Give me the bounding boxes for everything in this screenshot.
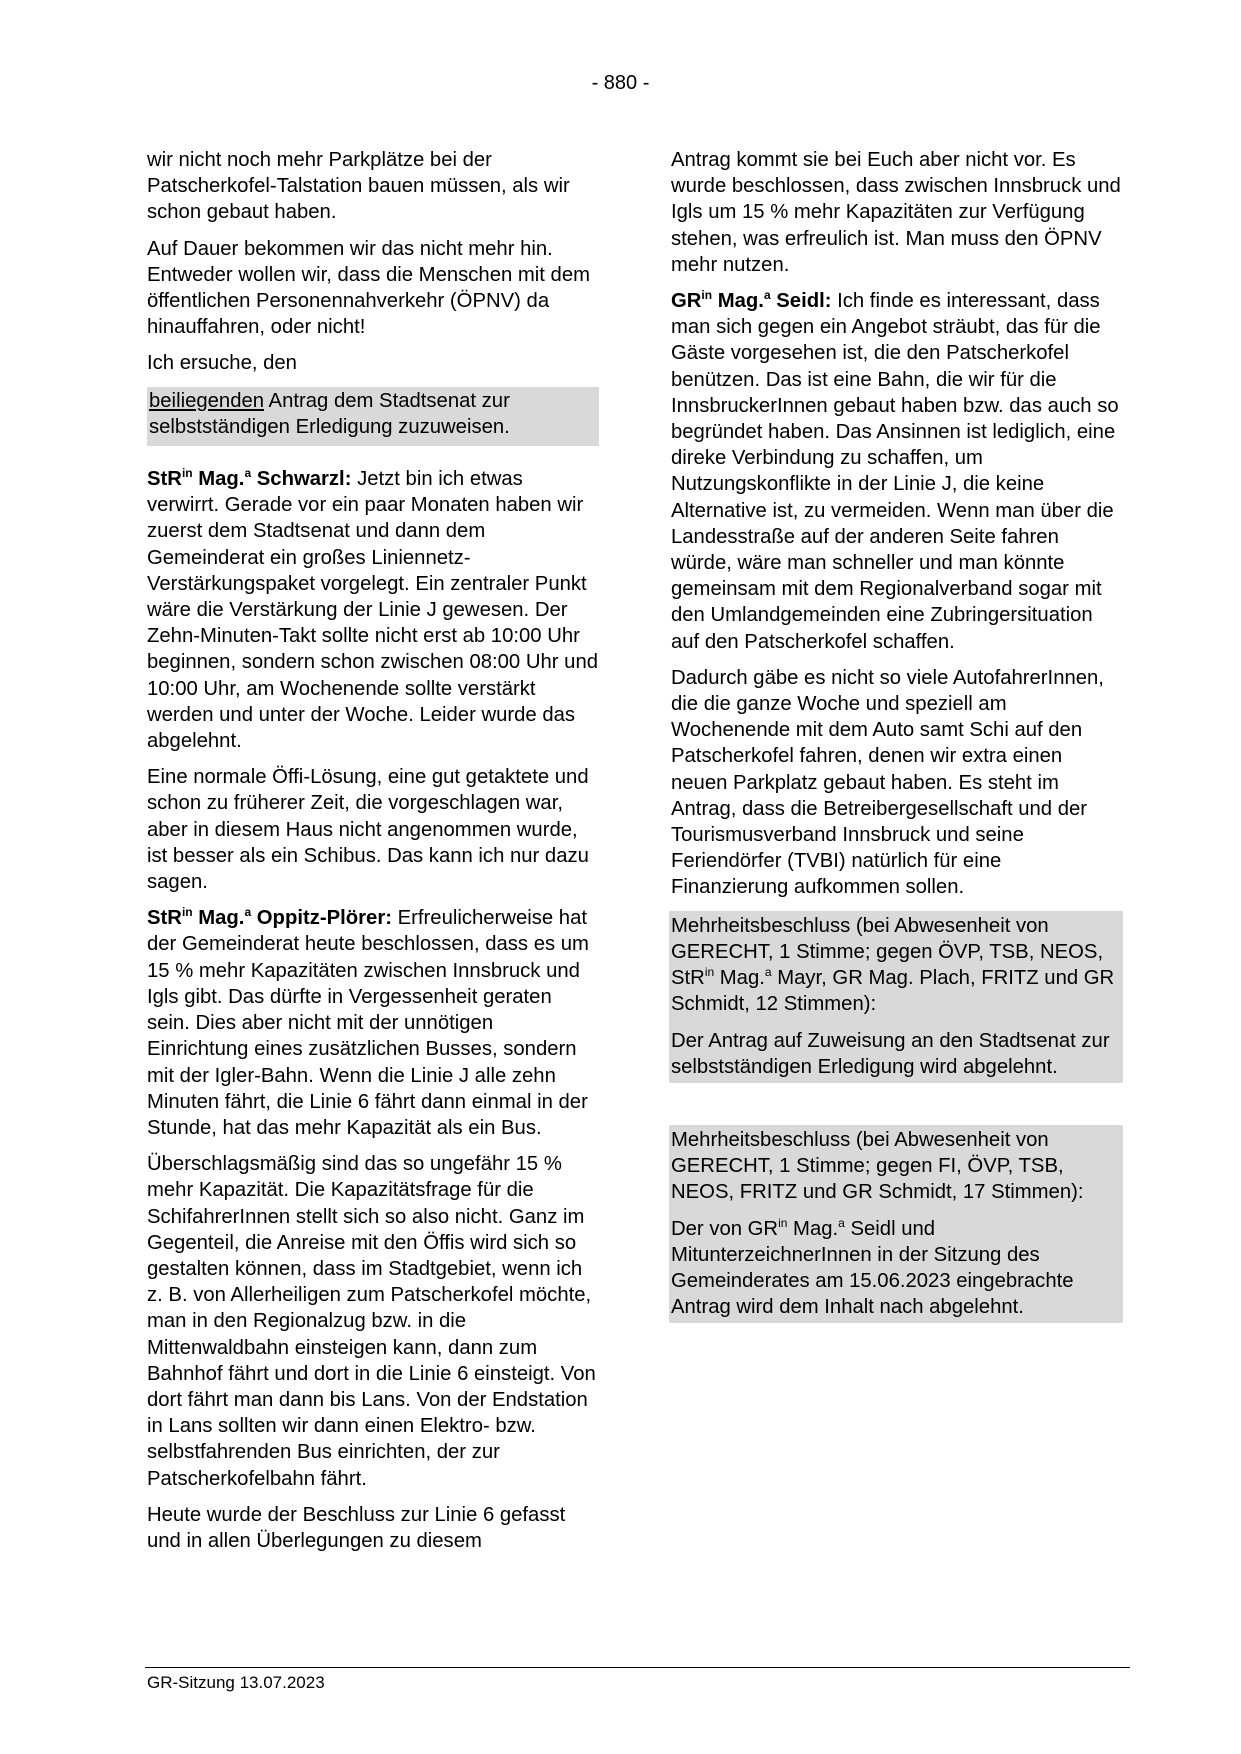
resolution-block-1 [669,911,1123,1083]
speech-text: Erfreulicherweise hat der Gemeinderat heute beschlossen, dass es um 15 % mehr Kapazitäten zwischen Innsbruck und Igls gibt. Das dürfte in Vergessenheit geraten sein. Dies aber nicht mit der unnötigen Einrichtung eines zusätzlichen Busses, sondern mit der Igler-Bahn. Wenn die Linie J alle zehn Minuten fährt, die Linie 6 fährt dann einmal in der Stunde, hat das mehr Kapazität als ein Bus. [147,907,589,1139]
speaker-paragraph-seidl [671,288,1123,655]
speaker-paragraph-schwarzl [147,466,599,754]
motion-underlined-word: beiliegenden [149,389,265,412]
footer-text: GR-Sitzung 13.07.2023 [147,1673,325,1692]
speech-text: Jetzt bin ich etwas verwirrt. Gerade vor ein paar Monaten haben wir zuerst dem Stadtsenat und dann dem Gemeinderat ein großes Liniennetz-Verstärkungspaket vorgelegt. Ein zentraler Punkt wäre die Verstärkung der Linie J gewesen. Der Zehn-Minuten-Takt sollte nicht erst ab 10:00 Uhr beginnen, sondern schon zwischen 08:00 Uhr und 10:00 Uhr, am Wochenende sollte verstärkt werden und unter der Woche. Leider wurde das abgelehnt. [147,468,599,753]
speaker-paragraph-oppitz-ploerer [147,905,599,1141]
paragraph: Überschlagsmäßig sind das so ungefähr 15 % mehr Kapazität. Die Kapazitätsfrage für die SchifahrerInnen stellt sich so also nicht. Ganz im Gegenteil, die Anreise mit den Öffis wird sich so gestalten können, dass im Stadtgebiet, wenn ich z. B. von Allerheiligen zum Patscherkofel möchte, man in den Regionalzug bzw. in die Mittenwaldbahn einsteigen kann, dann zum Bahnhof fährt und dort in die Linie 6 einsteigt. Von dort fährt man dann bis Lans. Von der Endstation in Lans sollten wir dann einen Elektro- bzw. selbstfahrenden Bus einrichten, der zur Patscherkofelbahn fährt. [147,1153,596,1490]
footer-rule [145,1667,1130,1668]
paragraph: Dadurch gäbe es nicht so viele AutofahrerInnen, die die ganze Woche und speziell am Wochenende mit dem Auto samt Schi auf den Patscherkofel fahren, denen wir extra einen neuen Parkplatz gebaut haben. Es steht im Antrag, dass die Betreibergesellschaft und der Tourismusverband Innsbruck und seine Feriendörfer (TVBI) natürlich für eine Finanzierung aufkommen sollen. [671,666,1104,899]
resolution-vote: Mehrheitsbeschluss (bei Abwesenheit von GERECHT, 1 Stimme; gegen FI, ÖVP, TSB, NEOS, FRITZ und GR Schmidt, 17 Stimmen): [671,1128,1084,1204]
motion-highlight [147,387,599,446]
resolution-outcome: Der von $GR^{in}$ Mag.$^a$ Seidl und MitunterzeichnerInnen in der Sitzung des Gemeinderates am 15.06.2023 eingebrachte Antrag wird dem Inhalt nach abgelehnt. [671,1215,1074,1319]
resolution-outcome: Der Antrag auf Zuweisung an den Stadtsenat zur selbstständigen Erledigung wird abgelehnt. [671,1029,1110,1078]
paragraph: Auf Dauer bekommen wir das nicht mehr hin. Entweder wollen wir, dass die Menschen mit dem öffentlichen Personennahverkehr (ÖPNV) da hinauffahren, oder nicht! [147,237,591,339]
left-column [147,147,599,1564]
paragraph: wir nicht noch mehr Parkplätze bei der Patscherkofel-Talstation bauen müssen, als wir schon gebaut haben. [147,149,570,224]
resolution-vote: Mehrheitsbeschluss (bei Abwesenheit von GERECHT, 1 Stimme; gegen ÖVP, TSB, NEOS, StR$^{in}$ Mag.$^a$ Mayr, GR Mag. Plach, FRITZ und GR Schmidt, 12 Stimmen): [671,914,1115,1016]
paragraph: Heute wurde der Beschluss zur Linie 6 gefasst und in allen Überlegungen zu diesem [147,1503,566,1552]
motion-text: Antrag dem Stadtsenat zur selbstständigen Erledigung zuzuweisen. [149,389,510,438]
speaker-name: StR$^{in}$ Mag.$^a$ Schwarzl: [147,466,352,491]
speaker-name: StR$^{in}$ Mag.$^a$ Oppitz-Plörer: [147,905,392,930]
paragraph: Antrag kommt sie bei Euch aber nicht vor. Es wurde beschlossen, dass zwischen Innsbruck und Igls um 15 % mehr Kapazitäten zur Verfügung stehen, was erfreulich ist. Man muss den ÖPNV mehr nutzen. [671,149,1121,276]
right-column [671,147,1123,1323]
page-number: - 880 - [591,72,650,94]
spacer [671,1083,1123,1125]
paragraph: Eine normale Öffi-Lösung, eine gut getaktete und schon zu früherer Zeit, die vorgeschlagen war, aber in diesem Haus nicht angenommen wurde, ist besser als ein Schibus. Das kann ich nur dazu sagen. [147,766,589,894]
speech-text: Ich finde es interessant, dass man sich gegen ein Angebot sträubt, das für die Gäste vorgesehen ist, die den Patscherkofel benützen. Das ist eine Bahn, die wir für die InnsbruckerInnen gebaut haben bzw. das auch so begründet haben. Das Ansinnen ist lediglich, eine direke Verbindung zu schaffen, um Nutzungskonflikte in der Linie J, die keine Alternative ist, zu vermeiden. Wenn man über die Landesstraße auf der anderen Seite fahren würde, wäre man schneller und man könnte gemeinsam mit dem Regionalverband sogar mit den Umlandgemeinden eine Zubringersituation auf den Patscherkofel schaffen. [671,290,1119,653]
paragraph: Ich ersuche, den [147,352,297,375]
resolution-block-2 [669,1125,1123,1323]
speaker-name: $GR^{in}$ Mag.$^a$ Seidl: [671,288,832,313]
